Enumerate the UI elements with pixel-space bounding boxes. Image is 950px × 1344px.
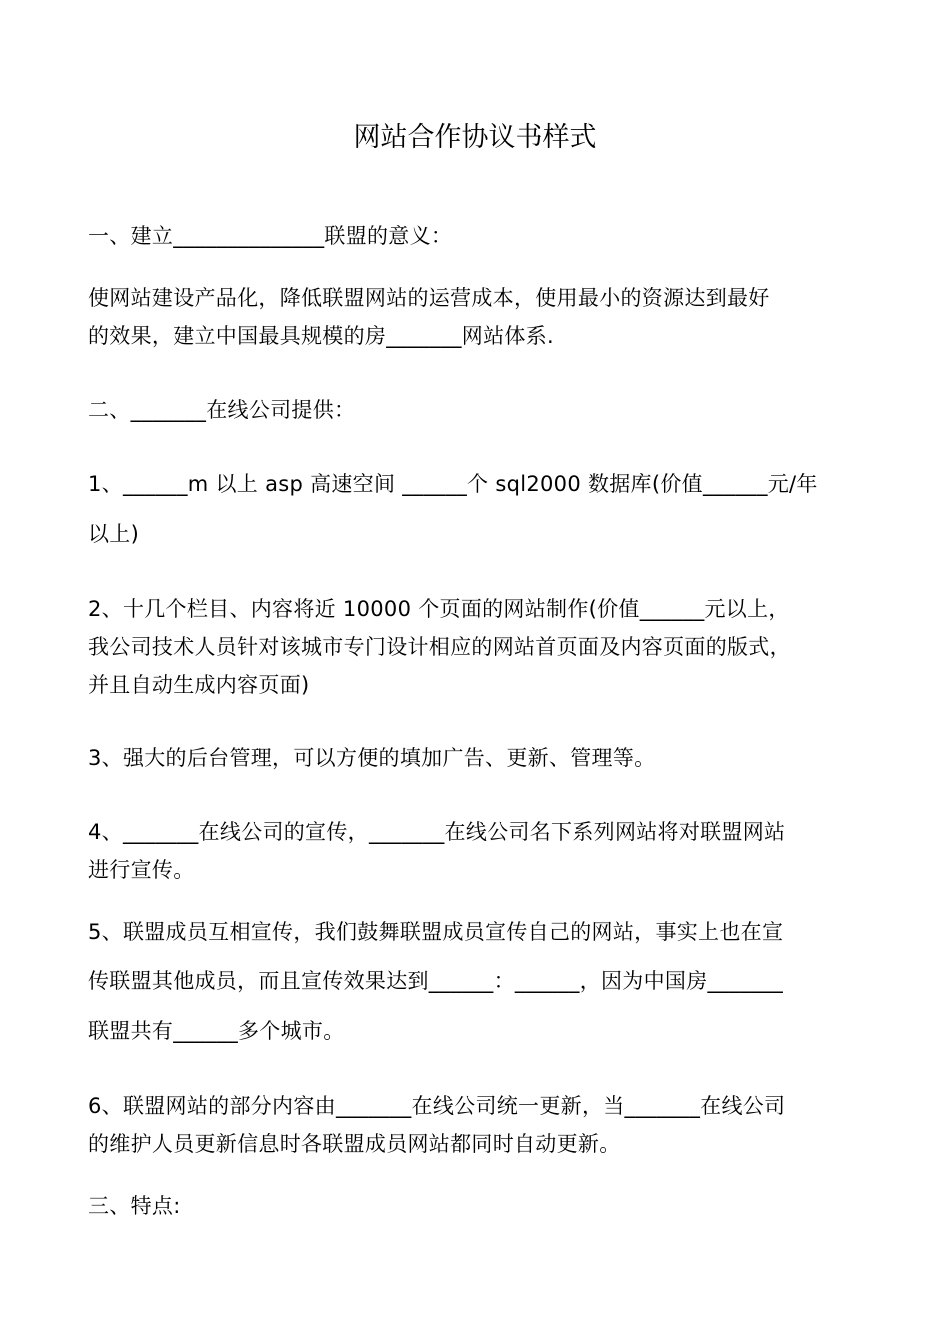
list-item-6-cont: 的维护人员更新信息时各联盟成员网站都同时自动更新。: [88, 1132, 621, 1156]
section-1-heading: 一、建立______________联盟的意义：: [88, 224, 453, 248]
list-item-1: 1、______m 以上 asp 高速空间 ______个 sql2000 数据库(价值______元/年: [88, 472, 818, 496]
section-2-heading: 二、_______在线公司提供：: [88, 398, 356, 422]
list-item-2-cont: 并且自动生成内容页面): [88, 673, 310, 697]
list-item-3: 3、强大的后台管理，可以方便的填加广告、更新、管理等。: [88, 746, 656, 770]
list-item-2-cont: 我公司技术人员针对该城市专门设计相应的网站首页面及内容页面的版式，: [88, 635, 791, 659]
list-item-2: 2、十几个栏目、内容将近 10000 个页面的网站制作(价值______元以上，: [88, 597, 790, 621]
list-item-1-cont: 以上): [88, 522, 140, 546]
paragraph-line: 使网站建设产品化，降低联盟网站的运营成本，使用最小的资源达到最好: [88, 286, 770, 310]
list-item-6: 6、联盟网站的部分内容由_______在线公司统一更新，当_______在线公司: [88, 1094, 786, 1118]
list-item-5-cont: 联盟共有______多个城市。: [88, 1019, 345, 1043]
paragraph-line: 的效果，建立中国最具规模的房_______网站体系.: [88, 324, 554, 348]
document-title: 网站合作协议书样式: [353, 122, 597, 153]
section-3-heading: 三、特点:: [88, 1194, 181, 1218]
list-item-5-cont: 传联盟其他成员，而且宣传效果达到______：______，因为中国房_______: [88, 969, 784, 993]
list-item-4: 4、_______在线公司的宣传，_______在线公司名下系列网站将对联盟网站: [88, 820, 786, 844]
list-item-5: 5、联盟成员互相宣传，我们鼓舞联盟成员宣传自己的网站，事实上也在宣: [88, 920, 784, 944]
list-item-4-cont: 进行宣传。: [88, 858, 195, 882]
